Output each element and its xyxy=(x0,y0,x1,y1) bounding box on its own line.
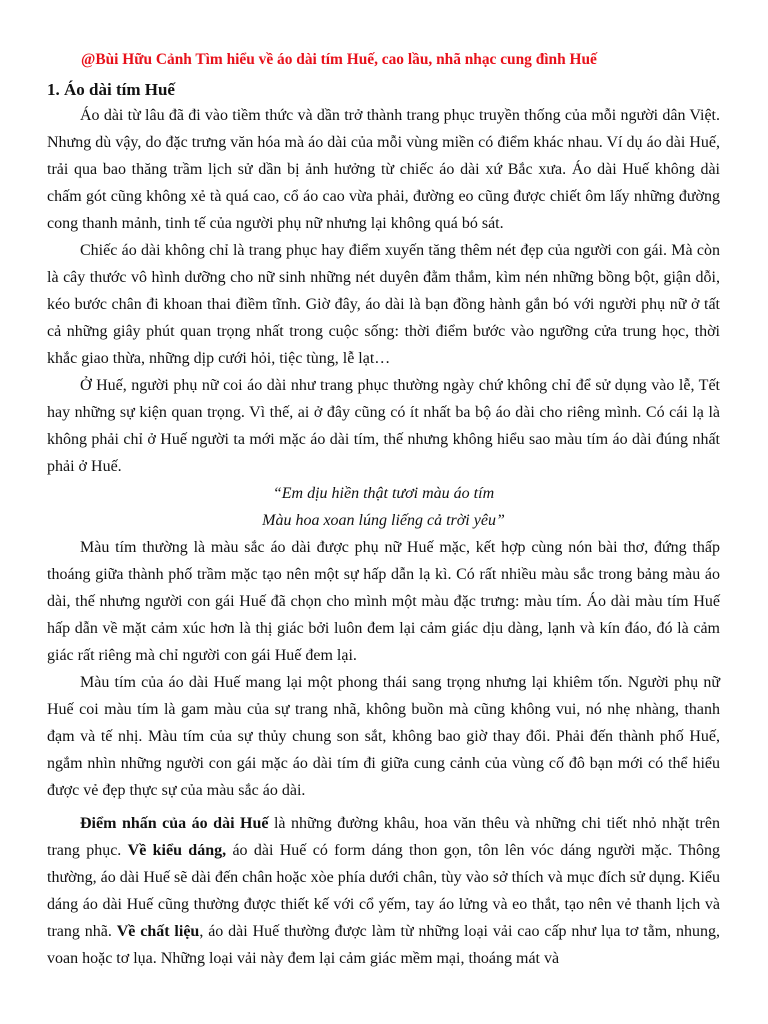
paragraph-6-text-3: , áo dài Huế thường được làm từ những loại vải cao cấp như lụa tơ tằm, nhung, voan hoặc tơ lụa. Những loại vải này đem lại cảm giác mềm mại, thoáng mát và xyxy=(47,923,720,967)
paragraph-5: Màu tím của áo dài Huế mang lại một phong thái sang trọng nhưng lại khiêm tốn. Người phụ nữ Huế coi màu tím là gam màu của sự trang nhã, không buồn mà cũng không vui, nó nhẹ nhàng, thanh đạm và tế nhị. Màu tím của sự thủy chung son sắt, không bao giờ thay đổi. Phải đến thành phố Huế, ngắm nhìn những người con gái mặc áo dài tím đi giữa cung cảnh của vùng cố đô bạn mới có thể hiểu được vẻ đẹp thực sự của màu sắc áo dài. xyxy=(47,674,720,799)
emphasis-style: Về kiểu dáng, xyxy=(127,842,227,859)
paragraph-6-text-1: là những đường khâu, hoa văn thêu và những chi tiết nhỏ nhặt trên trang phục. xyxy=(47,815,720,859)
paragraph-4: Màu tím thường là màu sắc áo dài được phụ nữ Huế mặc, kết hợp cùng nón bài thơ, đứng thấp thoáng giữa thành phố trầm mặc tạo nên một sự hấp dẫn lạ kì. Có rất nhiều màu sắc trong bảng màu áo dài, thế nhưng người con gái Huế đã chọn cho mình một màu đặc trưng: màu tím. Áo dài màu tím Huế hấp dẫn về mặt cảm xúc hơn là thị giác bởi luôn đem lại cảm giác dịu dàng, lạnh và kín đáo, đó là cảm giác rất riêng mà chỉ người con gái Huế đem lại. xyxy=(47,539,720,664)
quote-line-1: “Em dịu hiền thật tươi màu áo tím xyxy=(272,485,495,502)
paragraph-3: Ở Huế, người phụ nữ coi áo dài như trang phục thường ngày chứ không chỉ để sử dụng vào lễ, Tết hay những sự kiện quan trọng. Vì thế, ai ở đây cũng có ít nhất ba bộ áo dài cho riêng mình. Có cái lạ là không phải chỉ ở Huế người ta mới mặc áo dài tím, thế nhưng không hiểu sao màu tím áo dài đúng nhất phải ở Huế. xyxy=(47,377,720,475)
paragraph-2: Chiếc áo dài không chỉ là trang phục hay điểm xuyến tăng thêm nét đẹp của người con gái. Mà còn là cây thước vô hình dưỡng cho nữ sinh những nét duyên đằm thắm, kìm nén những bồng bột, giận dỗi, kéo bước chân đi khoan thai điềm tĩnh. Giờ đây, áo dài là bạn đồng hành gắn bó với người phụ nữ ở tất cả những giây phút quan trọng nhất trong cuộc sống: thời điểm bước vào ngưỡng cửa trung học, thời khắc giao thừa, những dịp cưới hỏi, tiệc tùng, lễ lạt… xyxy=(47,242,720,367)
paragraph-6 xyxy=(47,810,720,972)
paragraph-1: Áo dài từ lâu đã đi vào tiềm thức và dần trở thành trang phục truyền thống của mỗi người dân Việt. Nhưng dù vậy, do đặc trưng văn hóa mà áo dài của mỗi vùng miền có điểm khác nhau. Ví dụ áo dài Huế, trải qua bao thăng trầm lịch sử dần bị ảnh hưởng từ chiếc áo dài xứ Bắc xưa. Áo dài Huế không dài chấm gót cũng không xẻ tà quá cao, cổ áo cao vừa phải, đường eo cũng được chiết ôm lấy những đường cong thanh mảnh, tinh tế của người phụ nữ nhưng lại không quá bó sát. xyxy=(47,107,720,232)
emphasis-material: Về chất liệu xyxy=(116,923,200,940)
document-header: @Bùi Hữu Cảnh Tìm hiểu về áo dài tím Huế, cao lầu, nhã nhạc cung đình Huế xyxy=(81,51,597,68)
emphasis-highlight: Điểm nhấn của áo dài Huế xyxy=(80,815,269,832)
quote-line-2: Màu hoa xoan lúng liếng cả trời yêu” xyxy=(262,512,505,529)
paragraph-6-text-2: áo dài Huế có form dáng thon gọn, tôn lên vóc dáng người mặc. Thông thường, áo dài Huế sẽ dài đến chân hoặc xòe phía dưới chân, tùy vào sở thích và mục đích sử dụng. Kiểu dáng áo dài Huế cũng thường được thiết kế với cổ yếm, tay áo lửng và eo thắt, tạo nên vẻ thanh lịch và trang nhã. xyxy=(47,842,721,940)
section-title: 1. Áo dài tím Huế xyxy=(47,80,175,99)
